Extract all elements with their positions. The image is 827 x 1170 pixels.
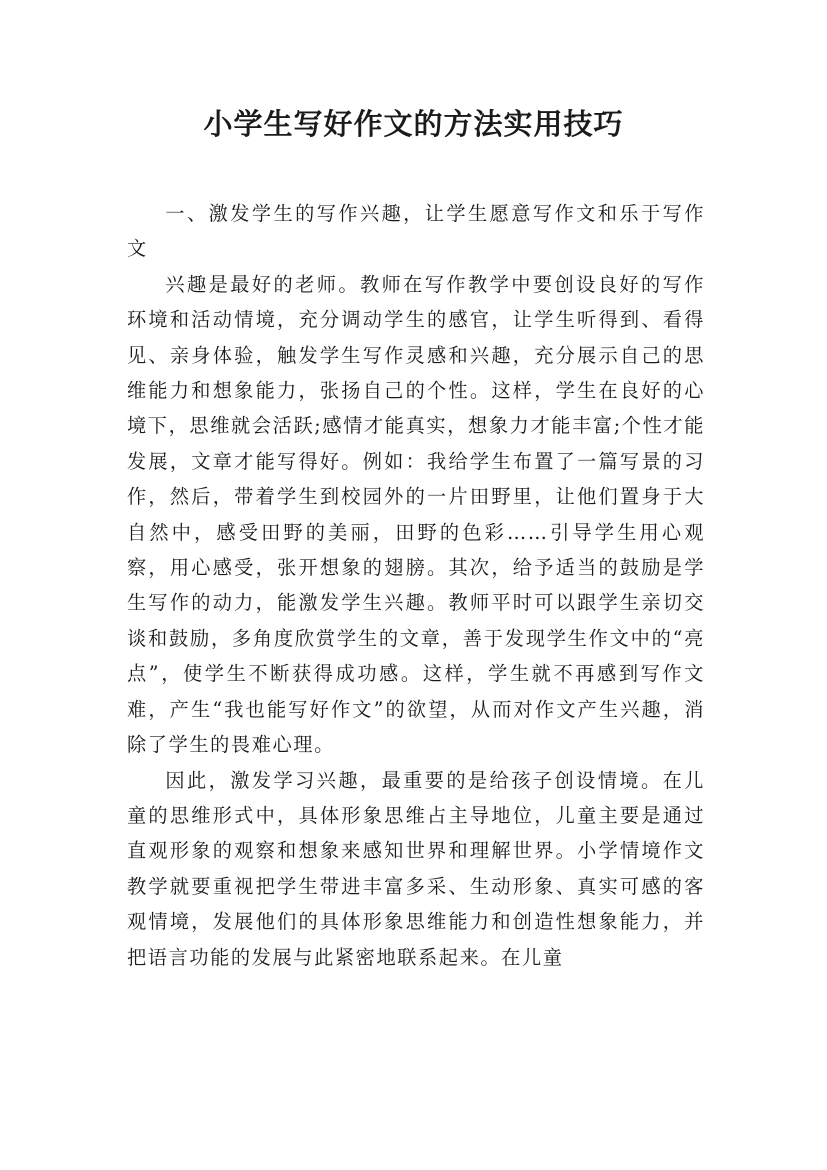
document-body (127, 196, 705, 975)
body-paragraph: 因此，激发学习兴趣，最重要的是给孩子创设情境。在儿童的思维形式中，具体形象思维占主导地位，儿童主要是通过直观形象的观察和想象来感知世界和理解世界。小学情境作文教学就要重视把学生带进丰富多采、生动形象、真实可感的客观情境，发展他们的具体形象思维能力和创造性想象能力，并把语言功能的发展与此紧密地联系起来。在儿童 (127, 768, 705, 969)
document-title: 小学生写好作文的方法实用技巧 (203, 107, 624, 141)
section-heading: 一、激发学生的写作兴趣，让学生愿意写作文和乐于写作文 (127, 202, 705, 261)
body-paragraph: 兴趣是最好的老师。教师在写作教学中要创设良好的写作环境和活动情境，充分调动学生的感官，让学生听得到、看得见、亲身体验，触发学生写作灵感和兴趣，充分展示自己的思维能力和想象能力，张扬自己的个性。这样，学生在良好的心境下，思维就会活跃;感情才能真实，想象力才能丰富;个性才能发展，文章才能写得好。例如：我给学生布置了一篇写景的习作，然后，带着学生到校园外的一片田野里，让他们置身于大自然中，感受田野的美丽，田野的色彩……引导学生用心观察，用心感受，张开想象的翅膀。其次，给予适当的鼓励是学生写作的动力，能激发学生兴趣。教师平时可以跟学生亲切交谈和鼓励，多角度欣赏学生的文章，善于发现学生作文中的“亮点”，使学生不断获得成功感。这样，学生就不再感到写作文难，产生“我也能写好作文”的欲望，从而对作文产生兴趣，消除了学生的畏难心理。 (127, 272, 705, 757)
